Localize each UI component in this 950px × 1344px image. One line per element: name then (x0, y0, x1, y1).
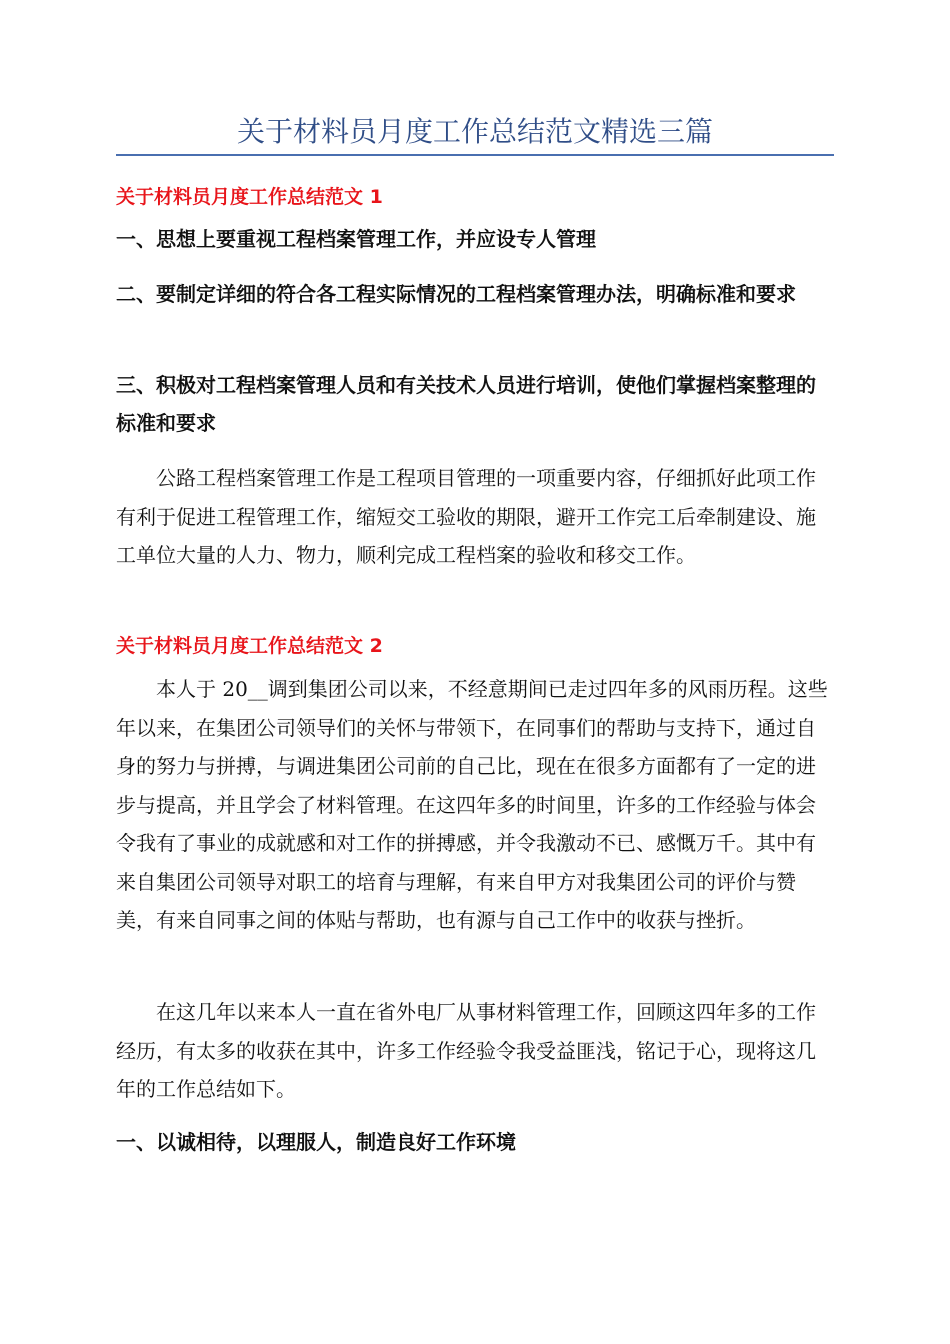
body-paragraph-1-1: 公路工程档案管理工作是工程项目管理的一项重要内容，仔细抓好此项工作有利于促进工程管理工作，缩短交工验收的期限，避开工作完工后牵制建设、施工单位大量的人力、物力，顺利完成工程档案的验收和移交工作。 (116, 466, 816, 567)
point-heading-1-1: 一、思想上要重视工程档案管理工作，并应设专人管理 (116, 227, 596, 251)
section-heading-2: 关于材料员月度工作总结范文 2 (116, 635, 383, 657)
body-paragraph-2-2: 在这几年以来本人一直在省外电厂从事材料管理工作，回顾这四年多的工作经历，有太多的收获在其中，许多工作经验令我受益匪浅，铭记于心，现将这几年的工作总结如下。 (116, 1000, 816, 1101)
point-heading-2-1: 一、以诚相待，以理服人，制造良好工作环境 (116, 1130, 516, 1154)
body-paragraph-2-1: 本人于 20__调到集团公司以来，不经意期间已走过四年多的风雨历程。这些年以来，在集团公司领导们的关怀与带领下，在同事们的帮助与支持下，通过自身的努力与拼搏，与调进集团公司前的自己比，现在在很多方面都有了一定的进步与提高，并且学会了材料管理。在这四年多的时间里，许多的工作经验与体会令我有了事业的成就感和对工作的拼搏感，并令我激动不已、感慨万千。其中有来自集团公司领导对职工的培育与理解，有来自甲方对我集团公司的评价与赞美，有来自同事之间的体贴与帮助，也有源与自己工作中的收获与挫折。 (116, 677, 828, 932)
title-underline (116, 154, 834, 156)
point-heading-1-2: 二、要制定详细的符合各工程实际情况的工程档案管理办法，明确标准和要求 (116, 282, 796, 306)
point-heading-1-3: 三、积极对工程档案管理人员和有关技术人员进行培训，使他们掌握档案整理的标准和要求 (116, 373, 816, 435)
document-title: 关于材料员月度工作总结范文精选三篇 (236, 115, 713, 148)
section-heading-1: 关于材料员月度工作总结范文 1 (116, 186, 383, 208)
